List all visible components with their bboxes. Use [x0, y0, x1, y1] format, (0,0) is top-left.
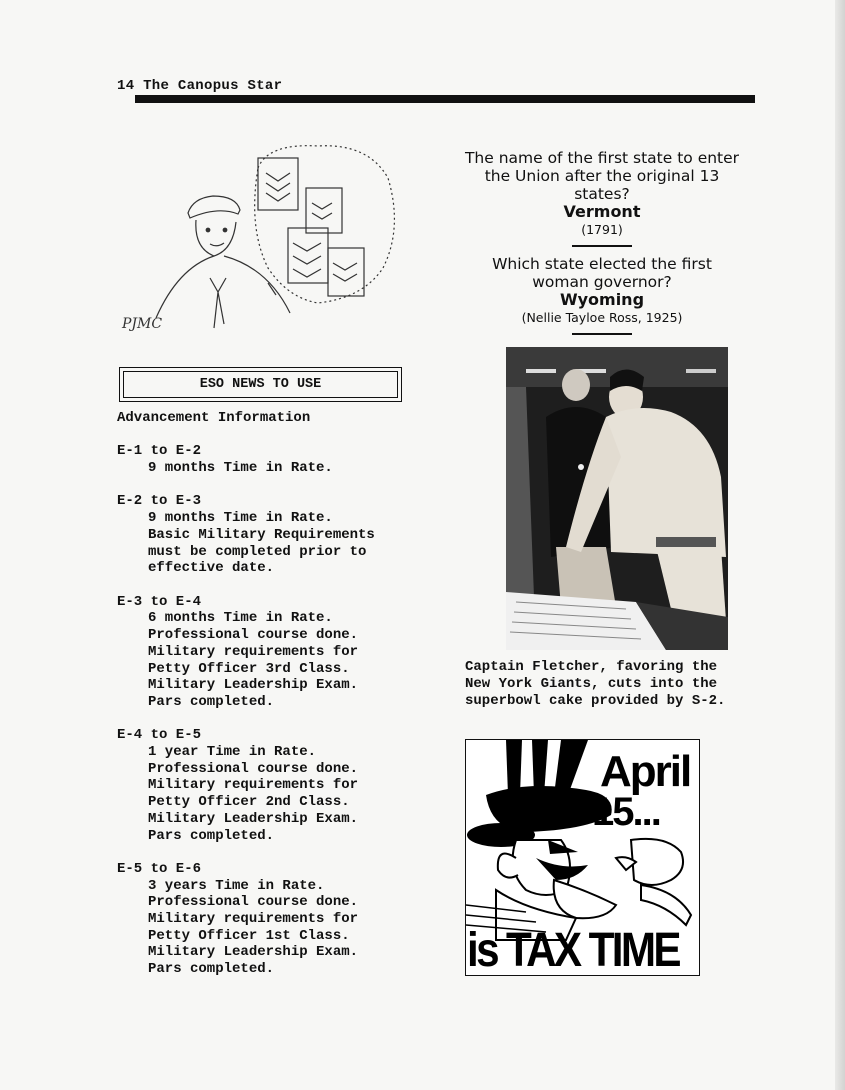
trivia-divider	[572, 333, 632, 335]
captain-cake-photo	[506, 347, 728, 650]
advancement-section	[117, 443, 447, 476]
trivia-note-1: (1791)	[581, 222, 623, 237]
eso-news-title: ESO NEWS TO USE	[123, 371, 398, 398]
trivia-note-2: (Nellie Tayloe Ross, 1925)	[521, 310, 683, 325]
section-line: Pars completed.	[148, 827, 275, 844]
eso-news-box	[119, 367, 402, 402]
advancement-section	[117, 493, 447, 577]
section-line: 9 months Time in Rate.	[148, 510, 333, 527]
section-line: Pars completed.	[148, 961, 275, 978]
section-line: Petty Officer 2nd Class.	[148, 794, 350, 811]
advancement-heading: Advancement Information	[117, 410, 311, 426]
section-line: 6 months Time in Rate.	[148, 610, 333, 627]
section-line: Military Leadership Exam.	[148, 810, 359, 827]
section-title: E-2 to E-3	[117, 493, 202, 510]
trivia-question-1: The name of the first state to enter the Union after the original 13 states?	[464, 149, 740, 203]
sailor-sketch-illustration	[118, 138, 408, 338]
section-title: E-1 to E-2	[117, 443, 202, 460]
page-header: 14 The Canopus Star	[117, 78, 283, 94]
section-line: Professional course done.	[148, 894, 359, 911]
advancement-section	[117, 861, 447, 978]
section-line: Petty Officer 1st Class.	[148, 927, 350, 944]
section-line: Professional course done.	[148, 760, 359, 777]
section-line: Military requirements for	[148, 643, 359, 660]
trivia-divider	[572, 245, 632, 247]
header-rule	[135, 95, 755, 103]
trivia-answer-2: Wyoming	[559, 290, 645, 309]
tax-ad-date: 15...	[592, 790, 660, 834]
section-line: effective date.	[148, 560, 275, 577]
tax-ad-tagline: is TAX TIME	[467, 924, 679, 976]
section-line: Military Leadership Exam.	[148, 677, 359, 694]
page-edge-shadow	[835, 0, 845, 1090]
trivia-answer-1: Vermont	[563, 202, 641, 221]
section-line: 9 months Time in Rate.	[148, 460, 333, 477]
trivia-question-2: Which state elected the first woman governor?	[492, 255, 712, 291]
section-line: 1 year Time in Rate.	[148, 744, 317, 760]
caption-line: superbowl cake provided by S-2.	[465, 693, 726, 709]
advancement-section	[117, 727, 447, 844]
trivia-block	[462, 149, 742, 343]
section-line: Pars completed.	[148, 693, 275, 710]
photo-caption	[465, 659, 770, 710]
section-line: Petty Officer 3rd Class.	[148, 660, 350, 677]
tax-ad-april: April	[600, 747, 691, 796]
section-line: Professional course done.	[148, 627, 359, 644]
section-line: Military requirements for	[148, 911, 359, 928]
section-title: E-3 to E-4	[117, 593, 202, 610]
section-line: 3 years Time in Rate.	[148, 877, 325, 894]
tax-time-ad	[465, 739, 700, 976]
sketch-signature: PJMC	[122, 316, 163, 332]
section-line: Military requirements for	[148, 777, 359, 794]
section-title: E-5 to E-6	[117, 860, 202, 877]
caption-line: New York Giants, cuts into the	[465, 676, 718, 692]
section-title: E-4 to E-5	[117, 727, 202, 744]
section-line: Basic Military Requirements	[148, 526, 375, 543]
advancement-section	[117, 594, 447, 711]
section-line: must be completed prior to	[148, 543, 367, 560]
caption-line: Captain Fletcher, favoring the	[465, 659, 718, 675]
advancement-info	[117, 410, 447, 995]
section-line: Military Leadership Exam.	[148, 944, 359, 961]
